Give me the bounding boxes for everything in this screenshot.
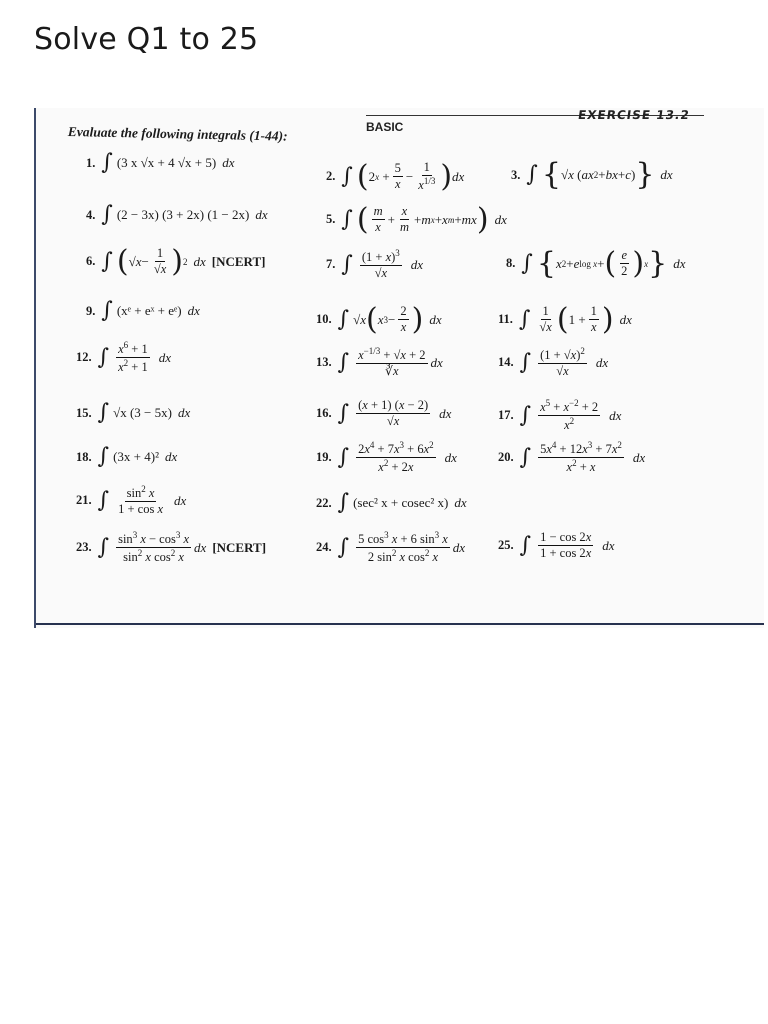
integral-sign: ∫ [519, 402, 532, 428]
dx-label: dx [444, 449, 457, 465]
instruction-text: Evaluate the following integrals (1-44): [67, 124, 288, 144]
integral-9 [86, 300, 200, 322]
item-number: 24. [316, 540, 332, 555]
integral-sign: ∫ [97, 487, 110, 513]
dx-label: dx [595, 354, 609, 370]
integral-sign: ∫ [337, 534, 350, 560]
integral-sign: ∫ [337, 400, 350, 426]
item-number: 19. [316, 450, 332, 465]
item-number: 18. [76, 449, 92, 464]
dx-label: dx [174, 492, 187, 508]
dx-label: dx [222, 155, 235, 170]
dx-label: dx [494, 211, 507, 227]
ncert-tag: [NCERT] [212, 539, 267, 555]
integrand: (3 x √x + 4 √x + 5) [116, 155, 217, 170]
integral-sign: ∫ [521, 250, 533, 276]
integral-23: 23. ∫ $\frac{\sin^3 x - \cos^3 x}{\sin^2 x \cos^2 x}$ dx [NCERT] [76, 530, 267, 565]
item-number: 22. [316, 495, 332, 510]
dx-label: dx [673, 255, 686, 271]
integral-24: 24. ∫ $\frac{5 \cos^3 x + 6 \sin^3 x}{2 \sin^2 x \cos^2 x}$ dx [316, 530, 466, 565]
integral-16: 16. ∫ $\frac{(x + 1) (x - 2)}{√x}$ dx [316, 398, 452, 428]
integral-20: 20. ∫ $\frac{5x^4 + 12x^3 + 7x^2}{x^2 + x}$ dx [498, 440, 646, 475]
integral-15 [76, 402, 190, 424]
integral-sign: ∫ [337, 490, 350, 515]
integral-sign: ∫ [101, 150, 113, 175]
item-number: 5. [326, 212, 336, 226]
item-number: 20. [498, 450, 514, 465]
dx-label: dx [158, 349, 171, 365]
dx-label: dx [454, 495, 467, 510]
item-number: 7. [326, 257, 336, 272]
integral-22 [316, 492, 467, 514]
item-number: 2. [326, 169, 336, 184]
item-number: 13. [316, 355, 332, 370]
integrand: (3x + 4)² [113, 449, 159, 464]
integral-sign: ∫ [519, 349, 532, 375]
integral-sign: ∫ [519, 532, 532, 558]
dx-label: dx [255, 207, 268, 222]
integral-sign: ∫ [337, 306, 350, 332]
integral-sign: ∫ [341, 206, 353, 232]
integral-sign: ∫ [341, 251, 353, 277]
integral-7: 7. ∫ $\frac{(1 + x)^3}{√x}$ dx [326, 248, 424, 281]
textbook-photo [34, 108, 764, 628]
item-number: 11. [498, 312, 513, 326]
integral-5: 5. ∫ ( $\frac{m}{x}$ + $\frac{x}{m}$ + m x + x m + mx ) dx [326, 201, 507, 237]
integral-sign: ∫ [97, 444, 110, 469]
integral-sign: ∫ [101, 298, 113, 323]
integral-2: 2. ∫ ( 2 x + $\frac{5}{x}$ − $\frac{1}{x^{1/3}}$ ) dx [326, 158, 465, 194]
integral-18 [76, 446, 177, 468]
dx-label: dx [187, 303, 200, 318]
integral-sign: ∫ [97, 344, 110, 370]
integrand: √x (3 − 5x) [113, 405, 172, 420]
item-number: 25. [498, 538, 514, 552]
integral-sign: ∫ [97, 400, 110, 425]
integral-10: 10. ∫ √ x ( x 3 − $\frac{2}{x}$ ) dx [316, 301, 442, 337]
integral-3: 3. ∫ { √ x ( ax 2 + bx + c ) } dx [511, 157, 673, 192]
question-title: Solve Q1 to 25 [34, 22, 259, 57]
dx-label: dx [609, 407, 622, 423]
integrand: (2 − 3x) (3 + 2x) (1 − 2x) [116, 207, 250, 222]
item-number: 16. [316, 406, 332, 420]
dx-label: dx [660, 167, 673, 182]
ncert-tag: [NCERT] [211, 253, 266, 269]
integral-11: 11. ∫ $\frac{1}{√x}$ ( 1 + $\frac{1}{x}$ ) dx [498, 301, 632, 337]
dx-label: dx [632, 449, 646, 465]
integral-14: 14. ∫ $\frac{(1 + √x)^2}{√x}$ dx [498, 346, 609, 379]
integral-sign: ∫ [101, 202, 113, 227]
integrand: (sec² x + cosec² x) [353, 495, 449, 510]
integral-sign: ∫ [337, 349, 350, 375]
item-number: 1. [86, 155, 96, 170]
integral-sign: ∫ [97, 534, 110, 560]
integral-8: 8. ∫ { x 2 + e log x + ( $\frac{e}{2}$ ) x } dx [506, 245, 686, 281]
exercise-label: EXERCISE 13.2 [577, 108, 691, 122]
page-bottom-rule [36, 623, 764, 625]
integral-12: 12. ∫ $\frac{x^6 + 1}{x^2 + 1}$ dx [76, 340, 171, 375]
integral-13: 13. ∫ $\frac{x^{-1/3} + √x + 2}{∛x}$ dx [316, 346, 443, 379]
integral-sign: ∫ [518, 306, 531, 332]
integral-6: 6. ∫ ( √ x − $\frac{1}{√x}$ ) 2 dx [NCERT] [86, 243, 266, 279]
item-number: 21. [76, 493, 92, 508]
dx-label: dx [452, 168, 465, 184]
item-number: 23. [76, 540, 92, 555]
item-number: 9. [86, 303, 96, 318]
integral-sign: ∫ [526, 162, 538, 187]
dx-label: dx [177, 405, 191, 420]
integral-21: 21. ∫ $\frac{\sin^2 x}{\text{1 + cos x}}$ dx [76, 484, 187, 517]
item-number: 8. [506, 256, 516, 270]
integral-sign: ∫ [337, 444, 350, 470]
integral-17: 17. ∫ $\frac{x^5 + x^{-2} + 2}{x^2}$ dx [498, 398, 622, 433]
integral-19: 19. ∫ $\frac{2x^4 + 7x^3 + 6x^2}{x^2 + 2x}$ dx [316, 440, 457, 475]
dx-label: dx [439, 405, 452, 421]
dx-label: dx [194, 539, 207, 555]
item-number: 3. [511, 167, 521, 182]
item-number: 10. [316, 312, 332, 326]
integral-sign: ∫ [519, 444, 532, 470]
section-label: BASIC [366, 120, 404, 134]
item-number: 4. [86, 207, 96, 222]
dx-label: dx [193, 253, 206, 269]
integral-25: 25. ∫ $\frac{1 - \cos 2x}{1 + \cos 2x}$ dx [498, 530, 615, 560]
integral-1 [86, 152, 234, 174]
dx-label: dx [452, 539, 466, 555]
dx-label: dx [430, 354, 443, 370]
dx-label: dx [410, 256, 424, 272]
item-number: 6. [86, 254, 96, 268]
dx-label: dx [429, 311, 442, 327]
item-number: 12. [76, 350, 92, 365]
item-number: 15. [76, 405, 92, 420]
item-number: 14. [498, 355, 514, 370]
dx-label: dx [619, 311, 632, 327]
dx-label: dx [164, 449, 178, 464]
integrand: (xᵉ + eˣ + eᵉ) [116, 303, 182, 318]
item-number: 17. [498, 408, 514, 423]
integral-4 [86, 204, 268, 226]
integral-sign: ∫ [341, 163, 353, 189]
integral-sign: ∫ [101, 248, 113, 274]
dx-label: dx [602, 537, 615, 553]
